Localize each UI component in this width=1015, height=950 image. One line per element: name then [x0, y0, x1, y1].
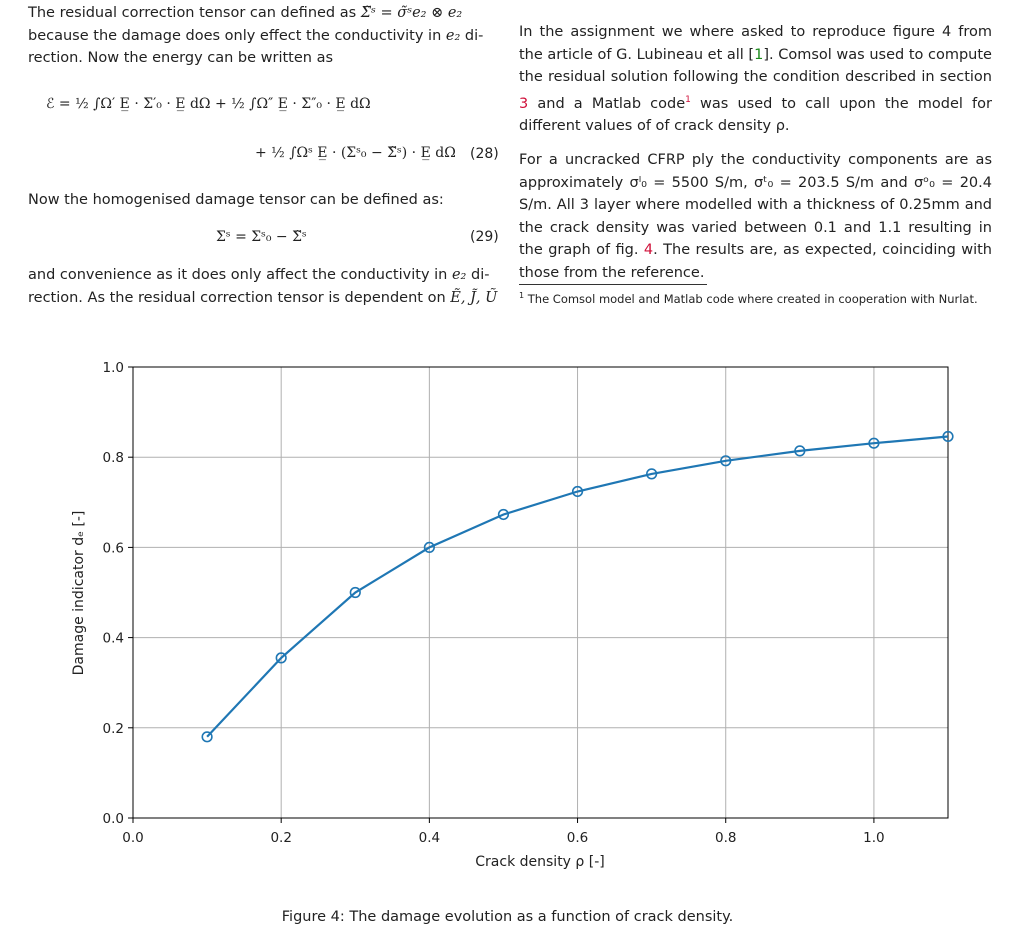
axis-ticks	[103, 360, 885, 846]
x-tick-label: 0.6	[566, 830, 589, 846]
x-tick-label: 0.2	[270, 830, 292, 846]
left-column	[28, 2, 503, 70]
equation-29-number: (29)	[470, 229, 499, 245]
citation-link[interactable]: 1	[754, 46, 764, 63]
y-axis-label: Damage indicator dₑ [-]	[71, 510, 87, 676]
footnote-text: The Comsol model and Matlab code where created in cooperation with Nurlat.	[527, 291, 978, 306]
final-paragraph	[28, 264, 503, 309]
final-text-1b: di-	[466, 267, 490, 283]
footnote-number: 1	[519, 291, 525, 300]
data-point	[202, 732, 212, 742]
right-column	[519, 21, 992, 284]
intro-text-4: rection. Now the energy can be written as	[28, 50, 334, 66]
section-link[interactable]: 3	[519, 95, 529, 112]
p1-text-b: ]. Comsol was used to compute the residual solution following the condition described in section	[519, 46, 992, 85]
intro-paragraph	[28, 2, 503, 70]
damage-chart	[0, 340, 1015, 900]
y-tick-label: 0.8	[102, 450, 124, 467]
plot-frame	[133, 367, 948, 818]
intro-text-2: because the damage does only effect the conductivity in	[28, 27, 446, 44]
final-text-2: rection. As the residual correction tensor is dependent on	[28, 289, 451, 306]
footnote-mark-link[interactable]: 1	[685, 94, 691, 105]
figure-caption: Figure 4: The damage evolution as a function of crack density.	[281, 909, 734, 925]
y-tick-label: 0.2	[102, 720, 124, 737]
p1-text-a: In the assignment we where asked to reproduce figure 4 from the article of G. Lubineau et all [	[519, 24, 992, 63]
p1-text-d: was used to call upon the model for different values of of crack density ρ.	[519, 95, 992, 134]
right-paragraph-1	[519, 21, 992, 137]
equation-28-number: (28)	[470, 146, 499, 162]
x-tick-label: 1.0	[863, 830, 885, 846]
final-e2: e₂	[451, 267, 467, 283]
x-tick-label: 0.8	[714, 830, 737, 846]
footnote	[519, 291, 999, 306]
p2-text-a: For a uncracked CFRP ply the conductivity components are as approximately σˡ₀ = 5500 S/m, σᵗ₀ = 203.5 S/m and σᵒ₀ = 20.4 S/m. All 3 layer where modelled with a thickness of 0.25mm and the crack density was varied between 0.1 and 1.1 resulting in the graph of fig.	[519, 152, 992, 259]
figure-link[interactable]: 4	[643, 242, 654, 259]
p1-text-c: and a Matlab code	[528, 95, 686, 112]
chart-grid	[133, 367, 948, 818]
final-vars: Ẽ, J̃, Ũ	[450, 289, 498, 306]
equation-28-line1: ℰ = ½ ∫Ω′ E̲ · Σ′₀ · E̲ dΩ + ½ ∫Ω″ E̲ · Σ″₀ · E̲ dΩ	[46, 96, 371, 112]
y-tick-label: 0.4	[102, 630, 124, 647]
y-tick-label: 0.6	[102, 540, 124, 557]
right-paragraph-2	[519, 149, 992, 284]
p2-text-b: . The results are, as expected, coinciding with those from the reference.	[519, 242, 992, 281]
intro-e2: e₂	[445, 27, 461, 44]
final-text-1: and convenience as it does only affect the conductivity in	[28, 267, 452, 283]
x-tick-label: 0.0	[122, 830, 144, 846]
equation-28-line2: + ½ ∫Ωˢ E̲ · (Σˢ₀ − Σ̃ˢ) · E̲ dΩ	[255, 145, 456, 161]
equation-29: Σˢ = Σˢ₀ − Σ̃ˢ	[216, 229, 307, 245]
x-tick-label: 0.4	[418, 830, 441, 846]
homog-text: Now the homogenised damage tensor can be defined as:	[28, 192, 444, 208]
x-axis-label: Crack density ρ [-]	[475, 854, 605, 870]
y-tick-label: 1.0	[102, 360, 124, 376]
footnote-divider	[519, 284, 707, 285]
intro-text-3: di-	[460, 27, 484, 44]
y-tick-label: 0.0	[102, 811, 124, 827]
intro-text-1: The residual correction tensor can defined as	[28, 5, 361, 21]
intro-formula: Σ̃ˢ = σ̃ˢe₂ ⊗ e₂	[360, 5, 463, 21]
